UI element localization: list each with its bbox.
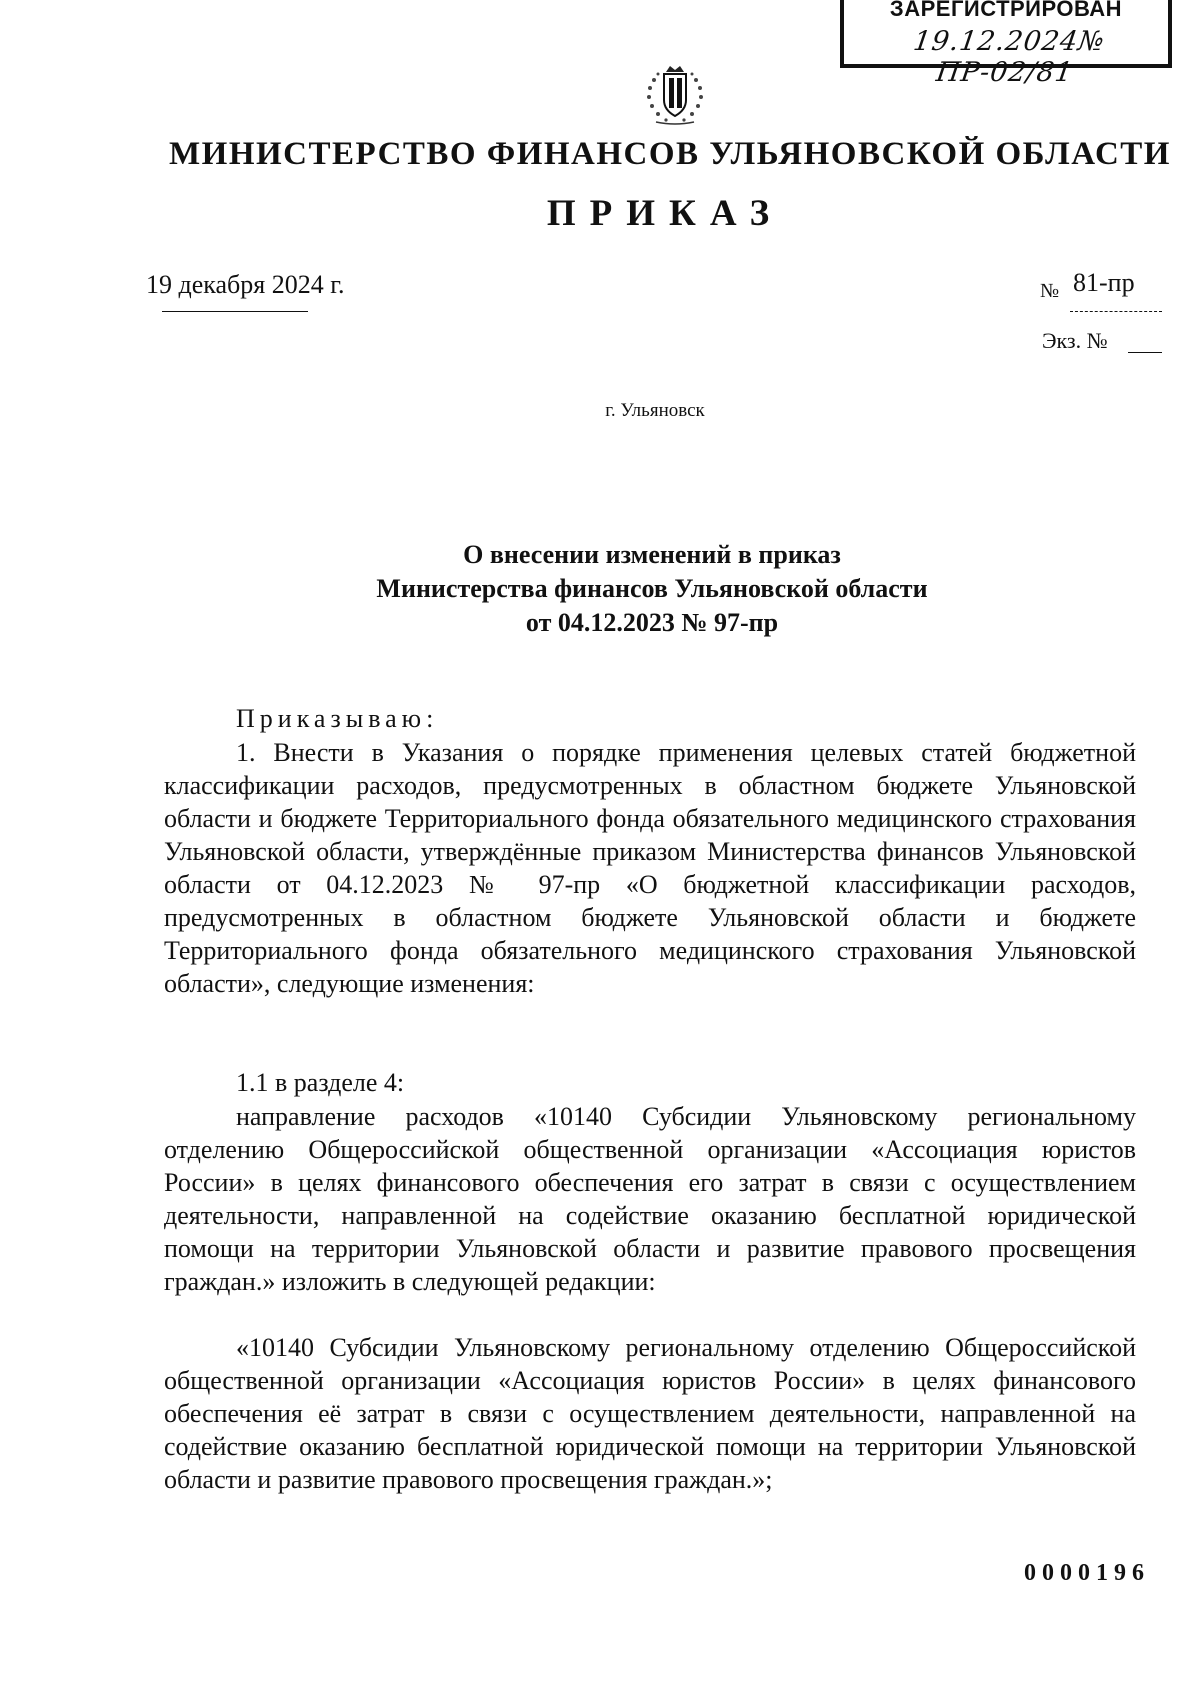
document-title <box>300 538 1004 640</box>
number-sign: № <box>1040 280 1060 302</box>
stamp-handwritten-entry: 19.12.2024№ ПР-02/81 <box>911 26 1107 88</box>
page-code: 0000196 <box>1024 1560 1150 1586</box>
registration-stamp <box>840 0 1172 88</box>
ministry-name: МИНИСТЕРСТВО ФИНАНСОВ УЛЬЯНОВСКОЙ ОБЛАСТИ <box>169 136 1171 172</box>
paragraph-new-wording: «10140 Субсидии Ульяновскому региональному отделению Общероссийской общественной организации «Ассоциация юристов России» в целях финансового обеспечения её затрат в связи с осуществлением деятельности, направленной на содействие оказанию бесплатной юридической помощи на территории Ульяновской области и развитие правового просвещения граждан.»; <box>164 1333 1136 1494</box>
number-underline <box>1070 311 1162 312</box>
title-line-1: О внесении изменений в приказ <box>463 540 841 569</box>
date-underline <box>162 311 308 312</box>
title-line-3: от 04.12.2023 № 97-пр <box>525 608 779 637</box>
copy-number-label: Экз. № <box>1042 328 1108 353</box>
coat-of-arms-icon <box>636 62 714 126</box>
city: г. Ульяновск <box>605 400 705 421</box>
order-word: Приказываю: <box>236 704 439 733</box>
stamp-title: ЗАРЕГИСТРИРОВАН <box>889 0 1123 21</box>
document-kind: ПРИКАЗ <box>546 193 784 234</box>
paragraph-direction: направление расходов «10140 Субсидии Ульяновскому региональному отделению Общероссийской общественной организации «Ассоциация юристов России» в целях финансового обеспечения его затрат в связи с осуществлением деятельности, направленной на содействие оказанию бесплатной юридической помощи на территории Ульяновской области и развитие правового просвещения граждан.» изложить в следующей редакции: <box>164 1102 1136 1296</box>
order-number: 81-пр <box>1073 268 1135 297</box>
title-line-2: Министерства финансов Ульяновской области <box>376 574 928 603</box>
order-date: 19 декабря 2024 г. <box>146 270 345 299</box>
paragraph-1: 1. Внести в Указания о порядке применения целевых статей бюджетной классификации расходов, предусмотренных в областном бюджете Ульяновской области и бюджете Территориального фонда обязательного медицинского страхования Ульяновской области, утверждённые приказом Министерства финансов Ульяновской области от 04.12.2023 № 97-пр «О бюджетной классификации расходов, предусмотренных в областном бюджете Ульяновской области и бюджете Территориального фонда обязательного медицинского страхования Ульяновской области», следующие изменения: <box>164 738 1136 998</box>
paragraph-1-1: 1.1 в разделе 4: <box>236 1068 405 1097</box>
copy-number-blank <box>1128 352 1162 353</box>
